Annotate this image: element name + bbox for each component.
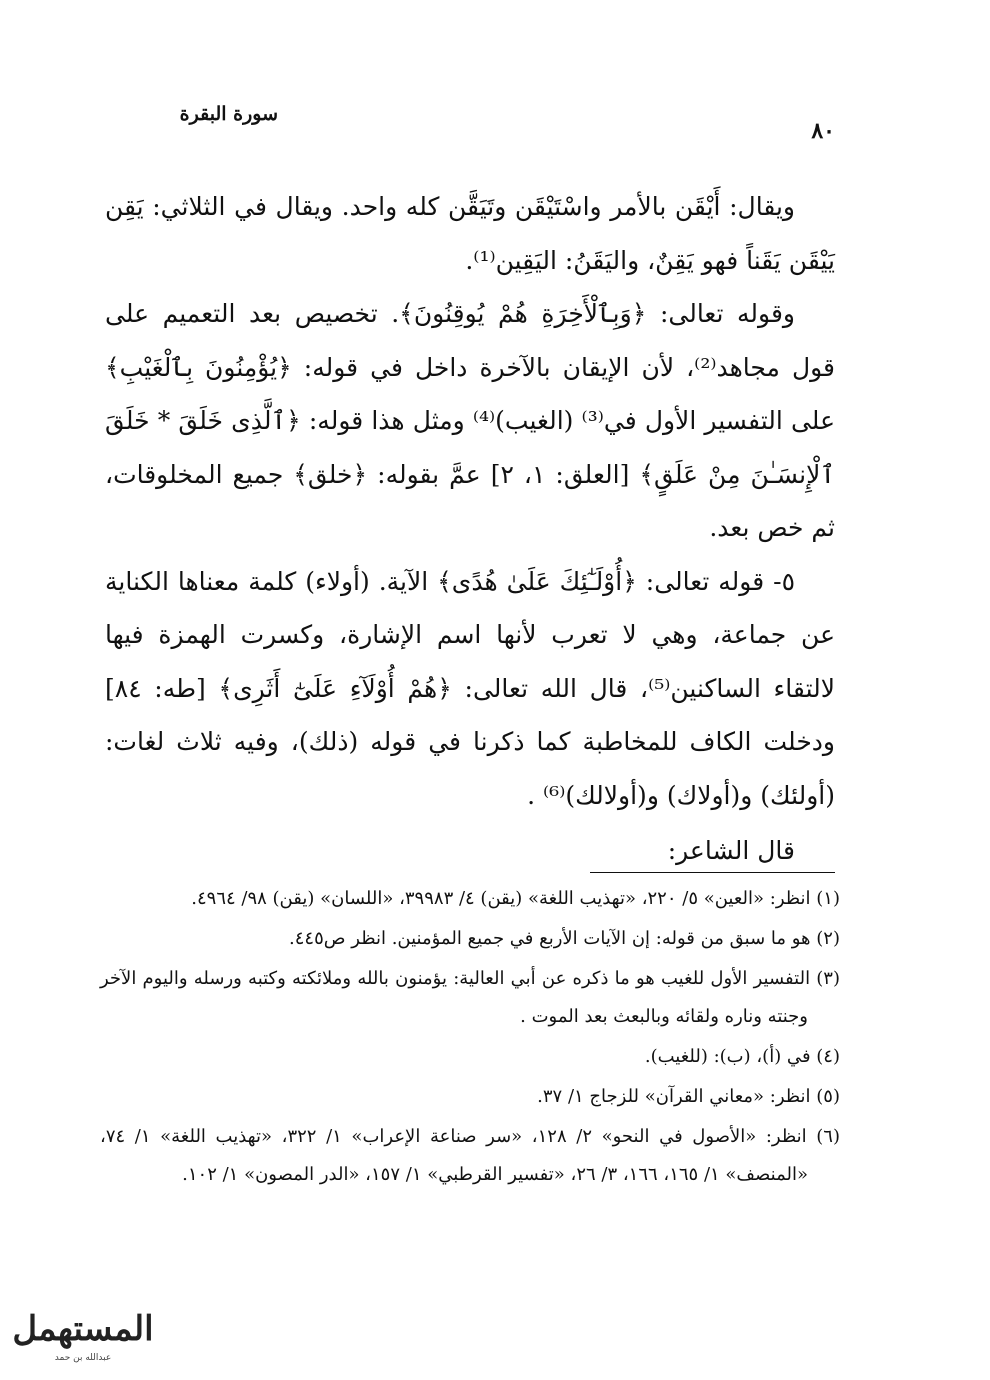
running-header-title: سورة البقرة xyxy=(179,103,278,125)
paragraph-3: ٥- قوله تعالى: ﴿أُوْلَـٰٓئِكَ عَلَىٰ هُدًى﴾ الآية. (أولاء) كلمة معناها الكناية عن جماعة، وهي لا تعرب لأنها اسم الإشارة، وكسرت الهمزة فيها لالتقاء الساكنين⁽⁵⁾، قال الله تعالى: ﴿هُمْ أُوْلَآءِ عَلَىٰٓ أَثَرِى﴾ [طه: ٨٤] ودخلت الكاف للمخاطبة كما ذكرنا في قوله (ذلك)، وفيه ثلاث لغات: (أولئك) و(أولاك) و(أولالك)⁽⁶⁾ . xyxy=(105,566,835,810)
watermark-logo xyxy=(8,1292,158,1367)
footnote-3: (٣) التفسير الأول للغيب هو ما ذكره عن أبي العالية: يؤمنون بالله وملائكته وكتبه ورسله واليوم الآخر وجنته وناره ولقائه وبالبعث بعد الموت . xyxy=(100,968,840,1027)
paragraph-1: ويقال: أَيْقَن بالأمر واسْتَيْقَن وتَيَقَّن كله واحد. ويقال في الثلاثي: يَقِن يَيْقَن يَقَناً فهو يَقِنٌ، واليَقَنُ: اليَقِين⁽¹⁾. xyxy=(105,192,835,275)
footnote-2: (٢) هو ما سبق من قوله: إن الآيات الأربع في جميع المؤمنين. انظر ص٤٤٥. xyxy=(289,928,840,949)
footnotes xyxy=(100,880,840,1194)
footnote-4: (٤) في (أ)، (ب): (للغيب). xyxy=(644,1046,840,1067)
paragraph-2: وقوله تعالى: ﴿وَبِٱلْأَخِرَةِ هُمْ يُوقِنُونَ﴾. تخصيص بعد التعميم على قول مجاهد⁽²⁾، لأن الإيقان بالآخرة داخل في قوله: ﴿يُؤْمِنُونَ بِٱلْغَيْبِ﴾ على التفسير الأول في⁽³⁾ (الغيب)⁽⁴⁾ ومثل هذا قوله: ﴿ٱلَّذِى خَلَقَ * خَلَقَ ٱلْإِنسَـٰنَ مِنْ عَلَقٍ﴾ [العلق: ١، ٢] عمَّ بقوله: ﴿خلق﴾ جميع المخلوقات، ثم خص بعد. xyxy=(105,299,835,542)
page-number: ٨٠ xyxy=(811,118,835,144)
main-text xyxy=(105,180,835,878)
calligraphy-logo-icon xyxy=(8,1292,158,1367)
footnote-6: (٦) انظر: «الأصول في النحو» ٢/ ١٢٨، «سر صناعة الإعراب» ١/ ٣٢٢، «تهذيب اللغة» ١/ ٧٤، «المنصف» ١/ ١٦٥، ١٦٦، ٣/ ٢٦، «تفسير القرطبي» ١/ ١٥٧، «الدر المصون» ١/ ١٠٢. xyxy=(100,1126,840,1185)
logo-text: المستهمل xyxy=(12,1309,154,1349)
logo-subtext: عبدالله بن حمد xyxy=(54,1353,112,1363)
poet-intro-line: قال الشاعر: xyxy=(667,836,795,865)
footnote-1: (١) انظر: «العين» ٥/ ٢٢٠، «تهذيب اللغة» (يقن) ٤/ ٣٩٩٨٣، «اللسان» (يقن) ٩٨/ ٤٩٦٤. xyxy=(191,888,840,909)
footnote-5: (٥) انظر: «معاني القرآن» للزجاج ١/ ٣٧. xyxy=(537,1086,840,1107)
footnote-separator xyxy=(590,872,835,873)
